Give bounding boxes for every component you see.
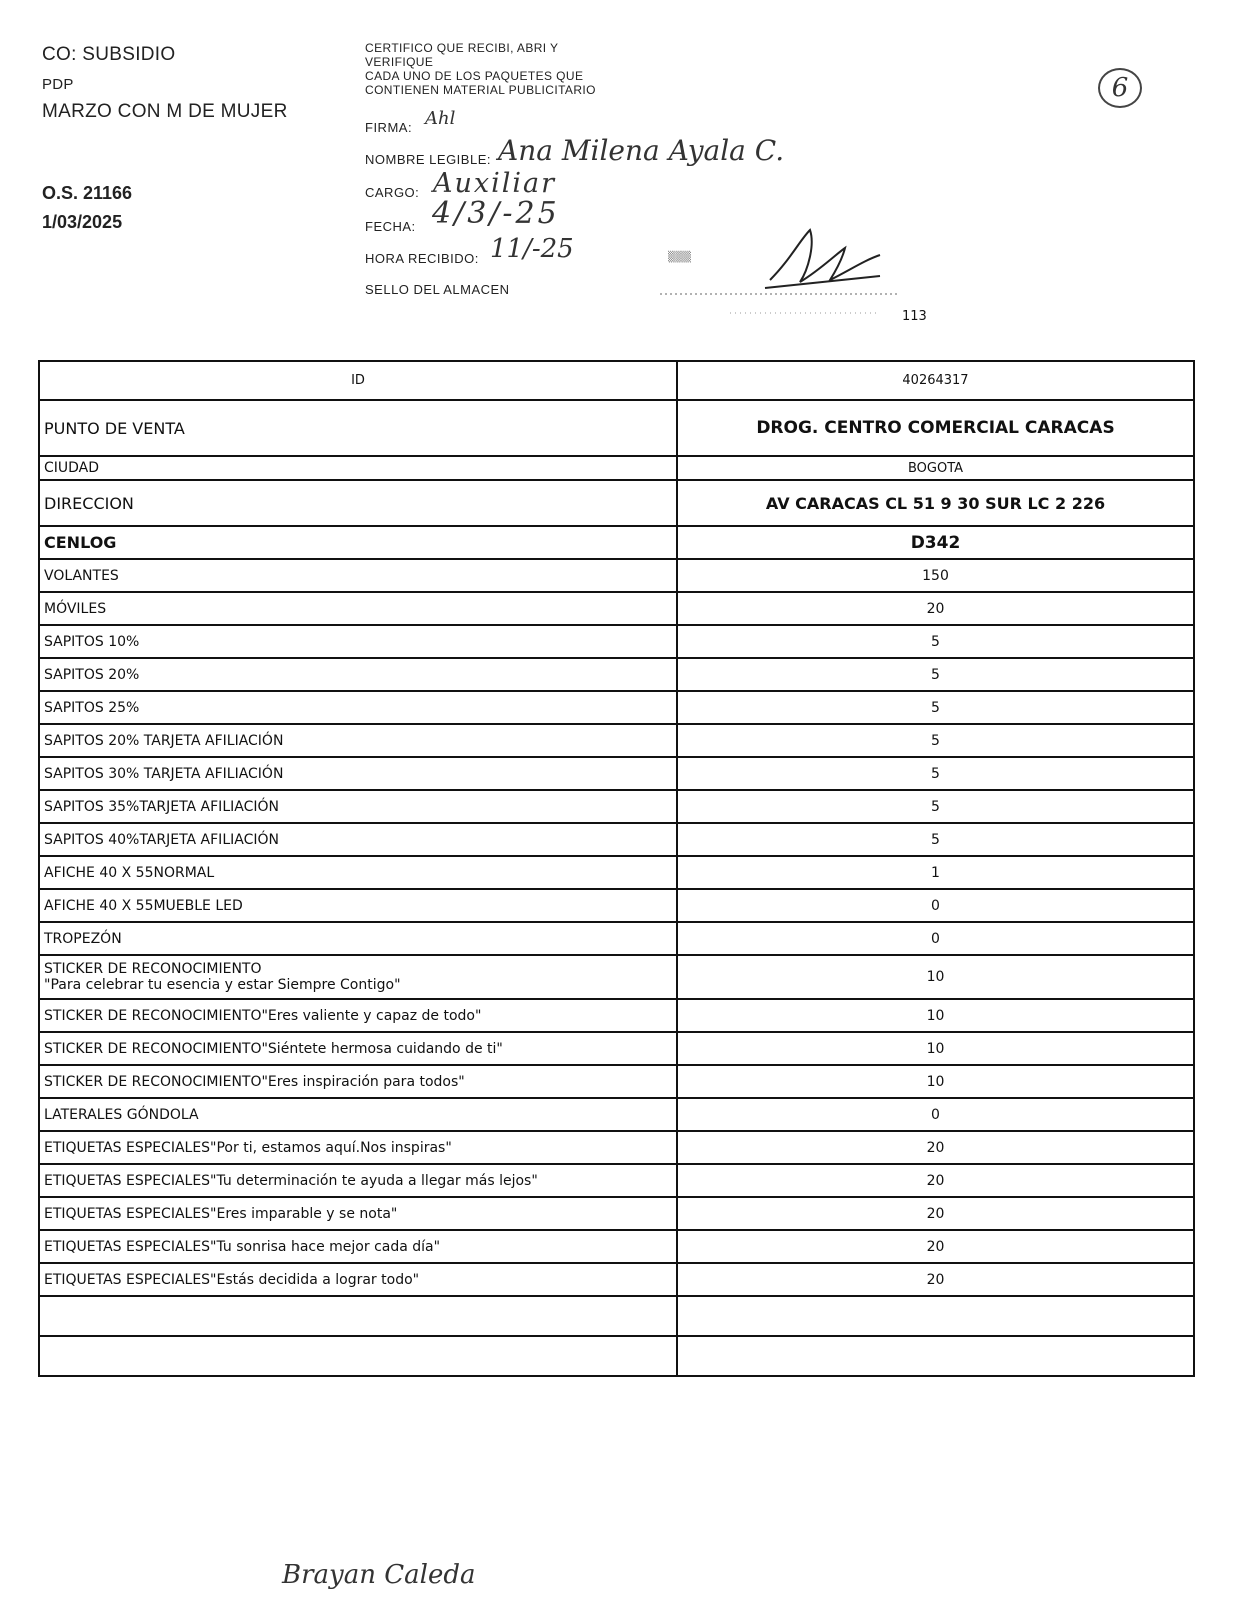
row-label-text: CENLOG [44, 533, 117, 552]
row-label [39, 691, 677, 724]
header-line2: PDP [42, 76, 74, 93]
nombre-label: NOMBRE LEGIBLE: [365, 152, 491, 167]
warehouse-stamp-signature [650, 200, 950, 320]
firma-signature: Ahl [425, 108, 456, 129]
table-row [39, 480, 1194, 526]
table-row [39, 1197, 1194, 1230]
table-row [39, 856, 1194, 889]
stamp-number: 113 [902, 309, 927, 324]
row-label-text: VOLANTES [44, 567, 119, 584]
row-label-text: ETIQUETAS ESPECIALES"Tu determinación te ayuda a llegar más lejos" [44, 1172, 538, 1189]
sello-label: SELLO DEL ALMACEN [365, 282, 510, 297]
row-value: 20 [677, 1230, 1194, 1263]
row-value: D342 [677, 526, 1194, 559]
row-label-text-line2: "Para celebrar tu esencia y estar Siempre Contigo" [44, 977, 401, 993]
row-label [39, 1230, 677, 1263]
row-label [39, 757, 677, 790]
table-row [39, 1032, 1194, 1065]
cargo-value: Auxiliar [433, 168, 557, 199]
table-row [39, 592, 1194, 625]
company-name: CO: SUBSIDIO [42, 44, 176, 65]
fecha-label: FECHA: [365, 219, 416, 234]
hora-label: HORA RECIBIDO: [365, 251, 479, 266]
row-label [39, 400, 677, 456]
cert-line2: VERIFIQUE [365, 55, 434, 69]
nombre-value: Ana Milena Ayala C. [498, 134, 785, 167]
row-value: 5 [677, 790, 1194, 823]
id-label: ID [39, 361, 677, 400]
row-label-text: SAPITOS 25% [44, 699, 140, 716]
row-label [39, 823, 677, 856]
row-label-text: CIUDAD [44, 460, 100, 476]
fecha-value: 4/3/-25 [432, 196, 560, 231]
id-value: 40264317 [677, 361, 1194, 400]
row-label [39, 480, 677, 526]
row-label-text: ETIQUETAS ESPECIALES"Eres imparable y se nota" [44, 1205, 398, 1222]
row-label [39, 955, 677, 999]
row-label [39, 1197, 677, 1230]
row-value: DROG. CENTRO COMERCIAL CARACAS [677, 400, 1194, 456]
row-label-text: ETIQUETAS ESPECIALES"Estás decidida a lograr todo" [44, 1271, 420, 1288]
row-label [39, 889, 677, 922]
table-row [39, 790, 1194, 823]
row-value: 10 [677, 1032, 1194, 1065]
materials-table [38, 360, 1195, 1377]
row-label-text: ETIQUETAS ESPECIALES"Tu sonrisa hace mejor cada día" [44, 1238, 441, 1255]
svg-text:▒▒▒: ▒▒▒ [668, 252, 692, 263]
table-row [39, 559, 1194, 592]
row-label [39, 999, 677, 1032]
row-label-text: STICKER DE RECONOCIMIENTO"Siéntete hermosa cuidando de ti" [44, 1040, 503, 1057]
firma-label: FIRMA: [365, 120, 413, 135]
table-row [39, 757, 1194, 790]
row-value [677, 1296, 1194, 1336]
hora-value: 11/-25 [490, 234, 574, 264]
row-label-text: SAPITOS 10% [44, 633, 140, 650]
row-label-text: SAPITOS 20% [44, 666, 140, 683]
row-label-text: ETIQUETAS ESPECIALES"Por ti, estamos aquí.Nos inspiras" [44, 1139, 452, 1156]
cargo-label: CARGO: [365, 185, 420, 200]
row-value: BOGOTA [677, 456, 1194, 480]
row-value: 1 [677, 856, 1194, 889]
table-row [39, 1336, 1194, 1376]
row-value: 20 [677, 1131, 1194, 1164]
table-row [39, 456, 1194, 480]
row-label [39, 856, 677, 889]
campaign-name: MARZO CON M DE MUJER [42, 101, 288, 122]
row-value: 5 [677, 691, 1194, 724]
row-value: 5 [677, 658, 1194, 691]
row-label-text: MÓVILES [44, 600, 107, 617]
table-row [39, 400, 1194, 456]
table-row [39, 1164, 1194, 1197]
row-value: 0 [677, 889, 1194, 922]
row-label [39, 1065, 677, 1098]
row-label-text: SAPITOS 20% TARJETA AFILIACIÓN [44, 732, 284, 749]
handwritten-name: Brayan Caleda [282, 1560, 476, 1590]
table-row [39, 999, 1194, 1032]
row-label [39, 526, 677, 559]
table-row [39, 658, 1194, 691]
row-value: 20 [677, 592, 1194, 625]
row-label [39, 625, 677, 658]
row-label [39, 1336, 677, 1376]
order-date: 1/03/2025 [42, 212, 123, 232]
row-label-text: STICKER DE RECONOCIMIENTO"Eres valiente y capaz de todo" [44, 1007, 482, 1024]
row-label-text: STICKER DE RECONOCIMIENTO [44, 961, 262, 977]
row-label [39, 658, 677, 691]
cert-line1: CERTIFICO QUE RECIBI, ABRI Y [365, 41, 559, 55]
table-row [39, 1263, 1194, 1296]
row-label [39, 1032, 677, 1065]
row-label-text: STICKER DE RECONOCIMIENTO"Eres inspiración para todos" [44, 1073, 465, 1090]
row-label [39, 1263, 677, 1296]
row-label-text: LATERALES GÓNDOLA [44, 1106, 199, 1123]
cert-line4: CONTIENEN MATERIAL PUBLICITARIO [365, 83, 596, 97]
table-row [39, 955, 1194, 999]
row-value: 20 [677, 1164, 1194, 1197]
cert-line3: CADA UNO DE LOS PAQUETES QUE [365, 69, 584, 83]
order-number: O.S. 21166 [42, 183, 133, 203]
row-value: 0 [677, 922, 1194, 955]
table-row-id [39, 361, 1194, 400]
row-label-text: DIRECCION [44, 493, 134, 513]
row-label-text: AFICHE 40 X 55NORMAL [44, 864, 215, 881]
row-value: 20 [677, 1197, 1194, 1230]
row-label-text: PUNTO DE VENTA [44, 418, 185, 438]
row-label [39, 922, 677, 955]
table-row [39, 1131, 1194, 1164]
table-row [39, 691, 1194, 724]
table-row [39, 1230, 1194, 1263]
row-value: 10 [677, 999, 1194, 1032]
row-value: 20 [677, 1263, 1194, 1296]
row-label-text: SAPITOS 40%TARJETA AFILIACIÓN [44, 831, 279, 848]
row-label [39, 1098, 677, 1131]
row-label-text: AFICHE 40 X 55MUEBLE LED [44, 897, 243, 914]
table-row [39, 889, 1194, 922]
table-row [39, 1065, 1194, 1098]
page-mark: 6 [1098, 68, 1142, 108]
row-value: 150 [677, 559, 1194, 592]
row-label [39, 1164, 677, 1197]
table-row [39, 823, 1194, 856]
row-value: 0 [677, 1098, 1194, 1131]
row-value: 5 [677, 823, 1194, 856]
row-label-text: TROPEZÓN [44, 930, 122, 947]
row-label [39, 1131, 677, 1164]
row-value: 5 [677, 625, 1194, 658]
row-value: 5 [677, 724, 1194, 757]
table-row [39, 1296, 1194, 1336]
row-label [39, 559, 677, 592]
row-label [39, 1296, 677, 1336]
row-label [39, 724, 677, 757]
table-row [39, 625, 1194, 658]
row-label [39, 456, 677, 480]
table-row [39, 526, 1194, 559]
row-label-text: SAPITOS 30% TARJETA AFILIACIÓN [44, 765, 284, 782]
table-row [39, 922, 1194, 955]
table-row [39, 1098, 1194, 1131]
row-value: 10 [677, 1065, 1194, 1098]
row-value: 5 [677, 757, 1194, 790]
row-label [39, 790, 677, 823]
row-value [677, 1336, 1194, 1376]
row-label-text: SAPITOS 35%TARJETA AFILIACIÓN [44, 798, 279, 815]
table-row [39, 724, 1194, 757]
row-value: 10 [677, 955, 1194, 999]
row-label [39, 592, 677, 625]
row-value: AV CARACAS CL 51 9 30 SUR LC 2 226 [677, 480, 1194, 526]
